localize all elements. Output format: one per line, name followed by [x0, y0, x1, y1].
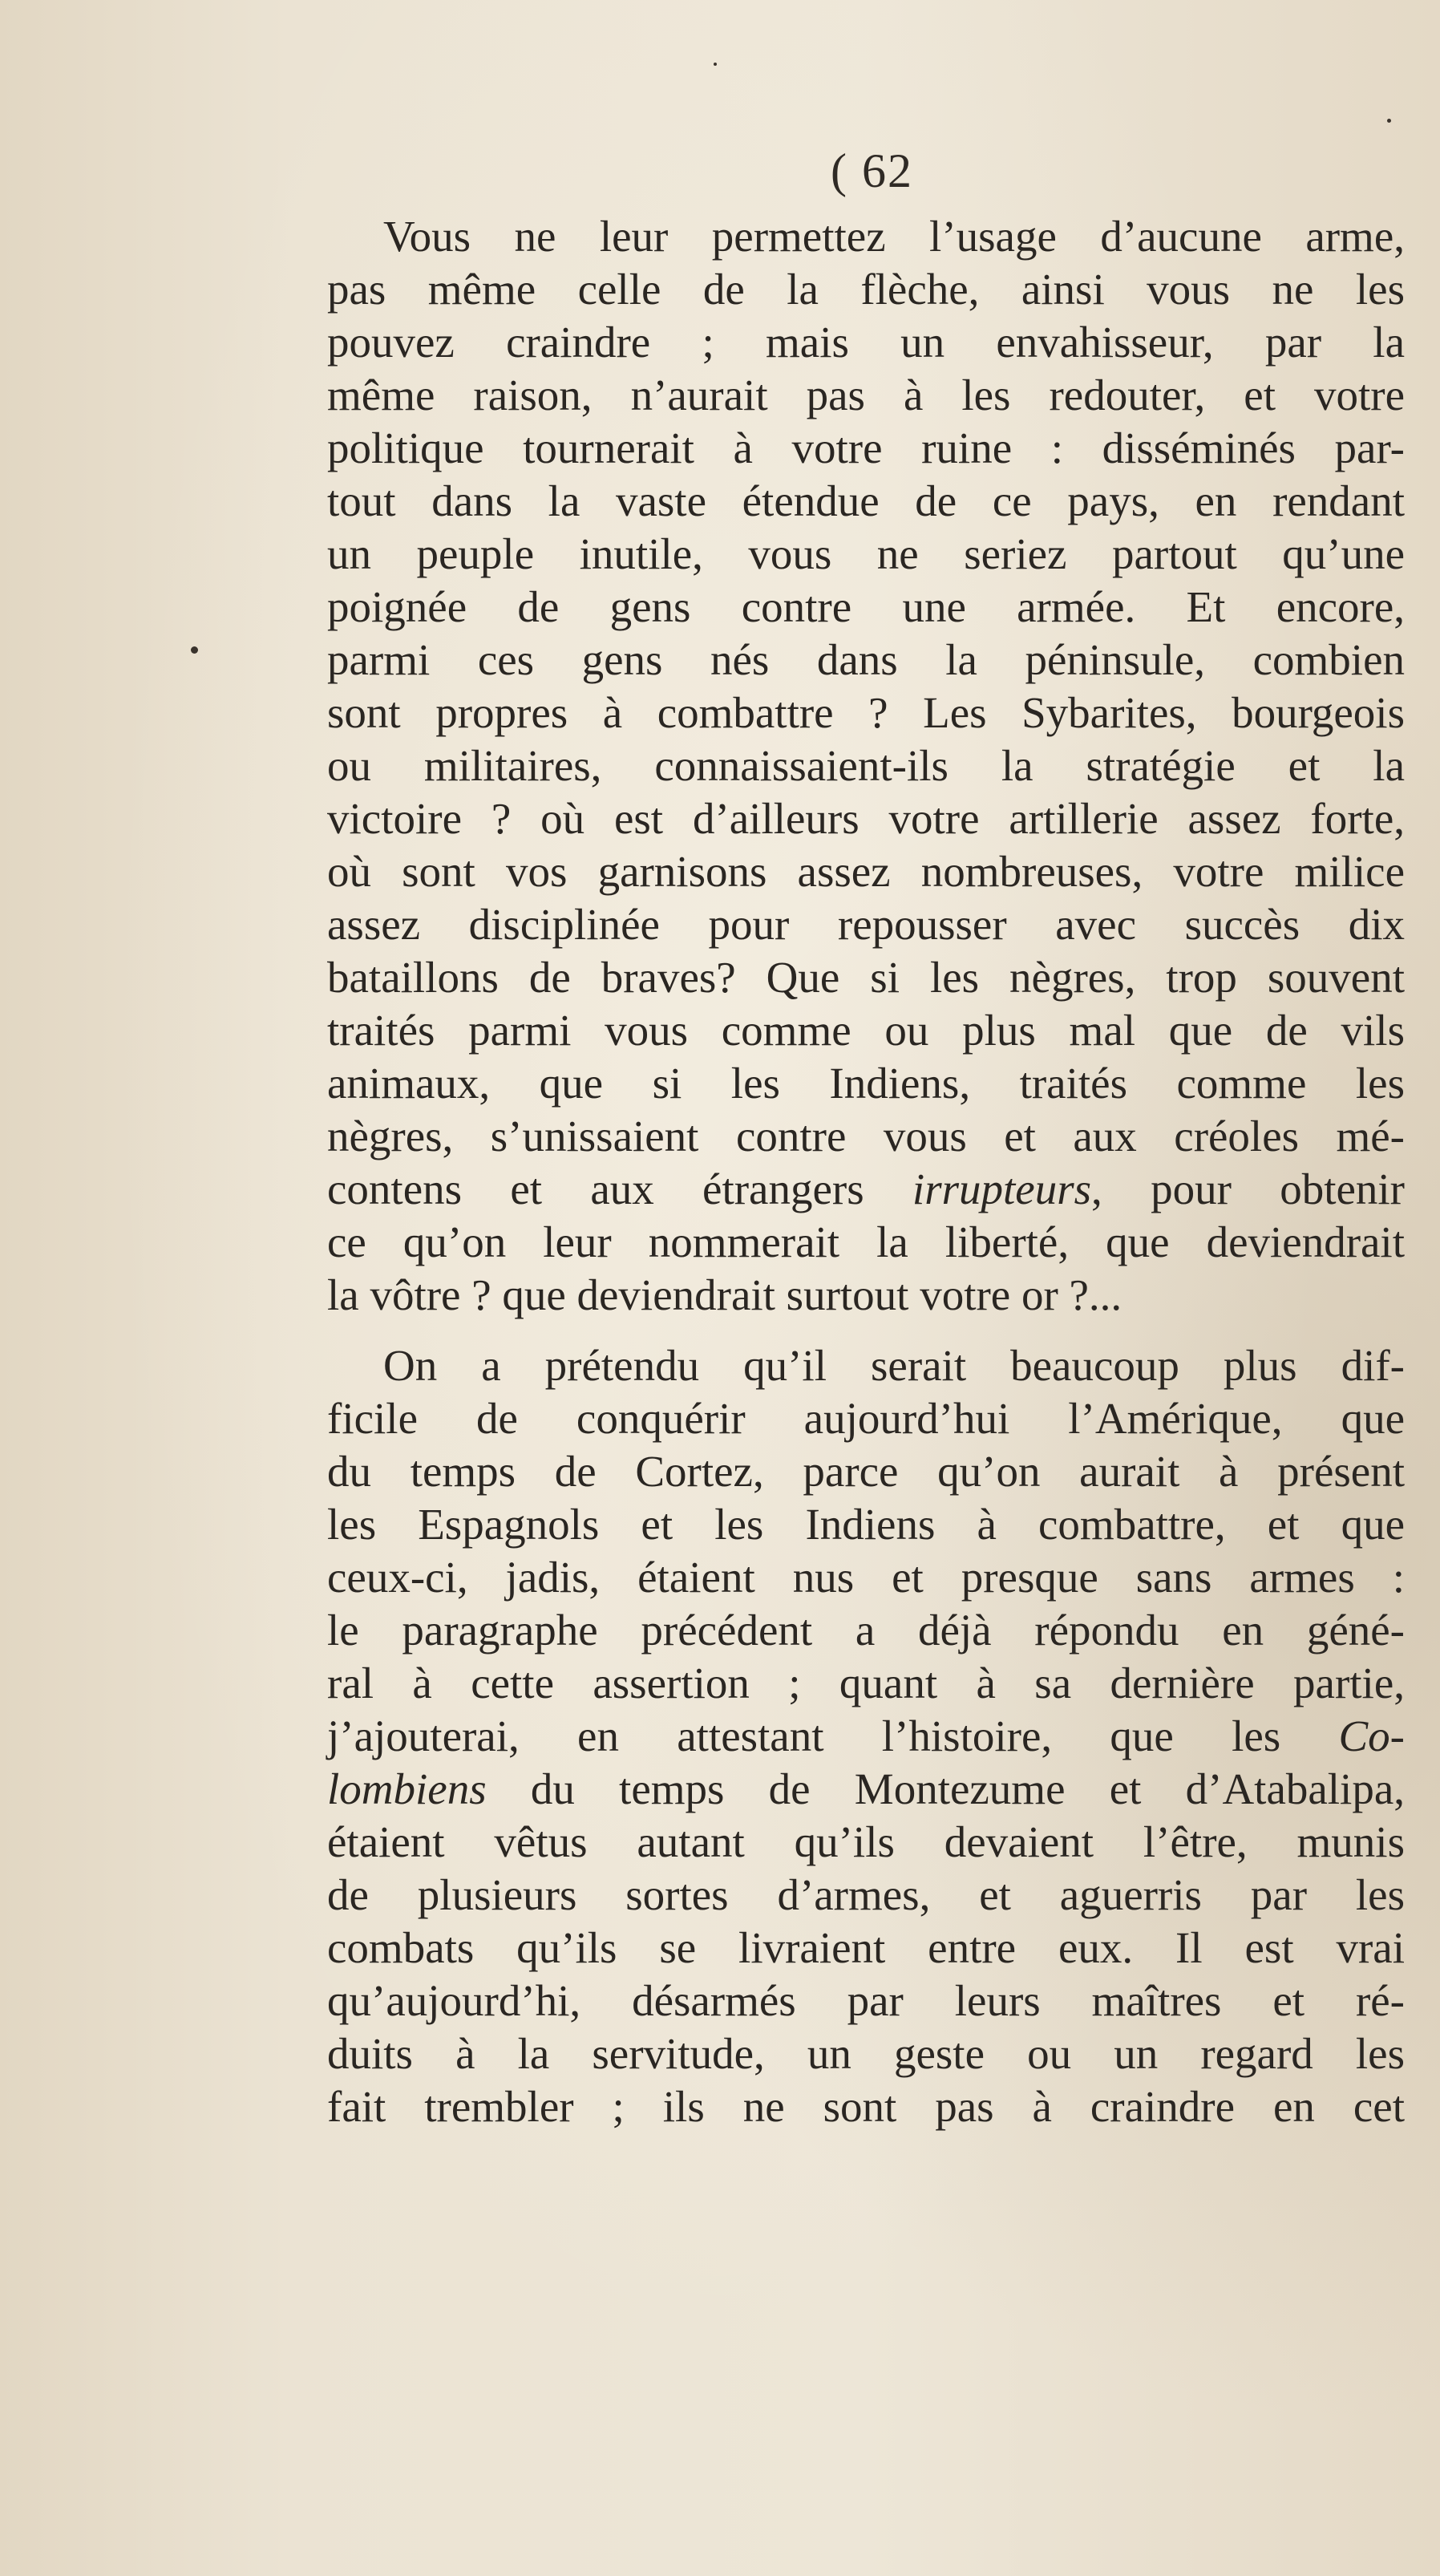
line-text: qu’aujourd’hi, désarmés par leurs maîtres et ré-: [327, 1976, 1405, 2025]
text-line: [327, 1004, 1405, 1057]
text-line: [327, 951, 1405, 1004]
ink-speck: [714, 63, 717, 66]
text-line: [327, 1869, 1405, 1922]
text-line: [327, 1110, 1405, 1163]
line-text: ficile de conquérir aujourd’hui l’Amérique, que: [327, 1394, 1405, 1443]
line-text: victoire ? où est d’ailleurs votre artillerie assez forte,: [327, 794, 1405, 843]
text-line: [327, 581, 1405, 634]
line-text: un peuple inutile, vous ne seriez partout qu’une: [327, 529, 1405, 578]
text-line: [327, 1269, 1405, 1322]
text-line: [327, 1922, 1405, 1975]
page-number: ( 62: [831, 144, 913, 197]
italic-text: Co-: [1338, 1711, 1405, 1760]
text-line: [327, 898, 1405, 951]
text-line: [327, 263, 1405, 316]
line-text: sont propres à combattre ? Les Sybarites, bourgeois: [327, 688, 1405, 737]
line-text: du temps de Montezume et d’Atabalipa,: [486, 1764, 1405, 1813]
text-line: [327, 316, 1405, 369]
text-line: [327, 1445, 1405, 1498]
line-text: animaux, que si les Indiens, traités comme les: [327, 1059, 1405, 1108]
text-line: [327, 845, 1405, 898]
text-line: [327, 1392, 1405, 1445]
line-text: traités parmi vous comme ou plus mal que de vils: [327, 1006, 1405, 1055]
text-line: [327, 422, 1405, 475]
line-text: tout dans la vaste étendue de ce pays, en rendant: [327, 476, 1405, 525]
text-line: [327, 739, 1405, 792]
line-text: les Espagnols et les Indiens à combattre, et que: [327, 1500, 1405, 1549]
italic-text: irrupteurs: [912, 1164, 1092, 1213]
ink-speck: [191, 646, 198, 654]
line-text: contens et aux étrangers: [327, 1164, 912, 1213]
text-line: [327, 2080, 1405, 2133]
line-text: parmi ces gens nés dans la péninsule, combien: [327, 635, 1405, 684]
line-text: bataillons de braves? Que si les nègres, trop souvent: [327, 953, 1405, 1002]
text-line: [327, 1975, 1405, 2027]
text-line: [327, 1763, 1405, 1816]
line-text: On a prétendu qu’il serait beaucoup plus dif-: [383, 1341, 1405, 1390]
ink-speck: [1387, 119, 1391, 123]
text-line: [327, 1216, 1405, 1269]
text-line: [327, 792, 1405, 845]
text-line: [327, 1057, 1405, 1110]
line-text: nègres, s’unissaient contre vous et aux créoles mé-: [327, 1112, 1405, 1160]
body-text: [327, 210, 1405, 2133]
line-text: la vôtre ? que deviendrait surtout votre or ?...: [327, 1270, 1122, 1319]
text-line: [327, 475, 1405, 528]
text-line: [327, 2027, 1405, 2080]
italic-text: lombiens: [327, 1764, 487, 1813]
line-text: fait trembler ; ils ne sont pas à craindre en cet: [327, 2082, 1405, 2131]
line-text: du temps de Cortez, parce qu’on aurait à présent: [327, 1447, 1405, 1496]
text-line: [327, 1710, 1405, 1763]
line-text: ce qu’on leur nommerait la liberté, que deviendrait: [327, 1217, 1405, 1266]
line-text: ou militaires, connaissaient-ils la stratégie et la: [327, 741, 1405, 790]
line-text: politique tournerait à votre ruine : disséminés par-: [327, 423, 1405, 472]
line-text: combats qu’ils se livraient entre eux. Il est vrai: [327, 1923, 1405, 1972]
line-text: le paragraphe précédent a déjà répondu en géné-: [327, 1606, 1405, 1655]
paragraph: [327, 1339, 1405, 2133]
line-text: duits à la servitude, un geste ou un regard les: [327, 2029, 1405, 2078]
text-line: [327, 1657, 1405, 1710]
line-text: pouvez craindre ; mais un envahisseur, par la: [327, 318, 1405, 367]
text-line: [327, 687, 1405, 739]
text-line: [327, 528, 1405, 581]
line-text: de plusieurs sortes d’armes, et aguerris par les: [327, 1870, 1405, 1919]
line-text: où sont vos garnisons assez nombreuses, votre milice: [327, 847, 1405, 896]
line-text: étaient vêtus autant qu’ils devaient l’être, munis: [327, 1817, 1405, 1866]
paragraph: [327, 210, 1405, 1322]
text-line: [327, 1339, 1405, 1392]
line-text: assez disciplinée pour repousser avec succès dix: [327, 900, 1405, 949]
text-line: [327, 1551, 1405, 1604]
line-text: j’ajouterai, en attestant l’histoire, que les: [327, 1711, 1339, 1760]
line-text: ceux-ci, jadis, étaient nus et presque sans armes :: [327, 1553, 1405, 1602]
text-line: [327, 1163, 1405, 1216]
text-line: [327, 1816, 1405, 1869]
line-text: Vous ne leur permettez l’usage d’aucune arme,: [383, 212, 1405, 261]
line-text: , pour obtenir: [1091, 1164, 1405, 1213]
line-text: poignée de gens contre une armée. Et encore,: [327, 582, 1405, 631]
text-line: [327, 210, 1405, 263]
text-line: [327, 369, 1405, 422]
text-line: [327, 634, 1405, 687]
line-text: même raison, n’aurait pas à les redouter, et votre: [327, 371, 1405, 419]
line-text: ral à cette assertion ; quant à sa dernière partie,: [327, 1659, 1405, 1707]
line-text: pas même celle de la flèche, ainsi vous ne les: [327, 265, 1405, 314]
text-line: [327, 1604, 1405, 1657]
text-line: [327, 1498, 1405, 1551]
